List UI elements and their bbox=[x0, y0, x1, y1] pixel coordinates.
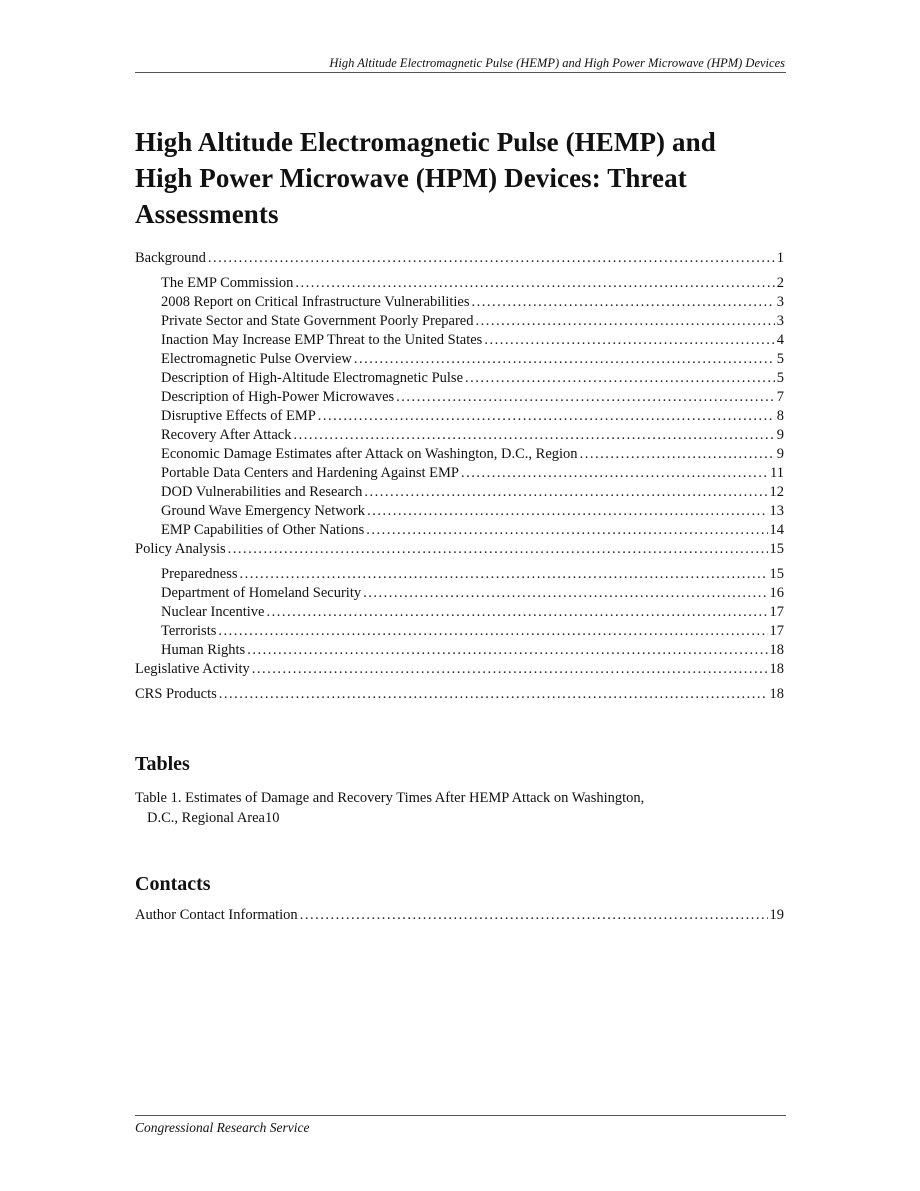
toc-entry-page-number: 11 bbox=[770, 465, 784, 481]
document-title bbox=[135, 124, 795, 232]
contacts-entry[interactable] bbox=[135, 906, 784, 931]
dot-leader bbox=[266, 603, 767, 622]
toc-entry-title: Nuclear Incentive bbox=[161, 604, 265, 620]
toc-section-entry[interactable] bbox=[135, 685, 784, 710]
dot-leader bbox=[364, 483, 767, 502]
toc-section-entry[interactable] bbox=[135, 660, 784, 685]
toc-section-entry[interactable] bbox=[135, 540, 784, 565]
dot-leader bbox=[475, 312, 774, 331]
running-header: High Altitude Electromagnetic Pulse (HEMP) and High Power Microwave (HPM) Devices bbox=[329, 56, 785, 70]
toc-entry-title: Human Rights bbox=[161, 642, 246, 658]
toc-entry-title: EMP Capabilities of Other Nations bbox=[161, 522, 365, 538]
dot-leader bbox=[318, 407, 775, 426]
dot-leader bbox=[208, 249, 775, 268]
toc-entry-title: Terrorists bbox=[161, 623, 217, 639]
toc-subsection-entry[interactable] bbox=[135, 445, 784, 464]
toc-entry-page-number: 17 bbox=[769, 604, 784, 620]
title-line-3: Assessments bbox=[135, 199, 279, 229]
table-entry-title-continued: D.C., Regional Area bbox=[147, 810, 265, 826]
toc-subsection-entry[interactable] bbox=[135, 388, 784, 407]
toc-subsection-entry[interactable] bbox=[135, 369, 784, 388]
header-rule bbox=[135, 72, 786, 73]
table-entry-line-1: Table 1. Estimates of Damage and Recovery Times After HEMP Attack on Washington, bbox=[135, 790, 645, 806]
toc-subsection-entry[interactable] bbox=[135, 502, 784, 521]
contacts-list bbox=[135, 906, 784, 931]
toc-section-entry[interactable] bbox=[135, 249, 784, 274]
dot-leader bbox=[367, 502, 767, 521]
dot-leader bbox=[484, 331, 774, 350]
toc-entry-title: Background bbox=[135, 250, 206, 266]
contacts-entry-title: Author Contact Information bbox=[135, 907, 298, 923]
toc-entry-title: The EMP Commission bbox=[161, 275, 294, 291]
toc-subsection-entry[interactable] bbox=[135, 641, 784, 660]
dot-leader bbox=[580, 445, 775, 464]
toc-entry-title: Portable Data Centers and Hardening Against EMP bbox=[161, 465, 459, 481]
toc-subsection-entry[interactable] bbox=[135, 426, 784, 445]
toc-entry-page-number: 3 bbox=[776, 313, 784, 329]
toc-entry-page-number: 3 bbox=[776, 294, 784, 310]
dot-leader bbox=[461, 464, 768, 483]
toc-subsection-entry[interactable] bbox=[135, 293, 784, 312]
toc-entry-page-number: 15 bbox=[769, 566, 784, 582]
toc-subsection-entry[interactable] bbox=[135, 603, 784, 622]
dot-leader bbox=[228, 540, 768, 559]
toc-entry-title: 2008 Report on Critical Infrastructure Vulnerabilities bbox=[161, 294, 470, 310]
dot-leader bbox=[300, 906, 768, 925]
title-line-1: High Altitude Electromagnetic Pulse (HEMP) and bbox=[135, 127, 716, 157]
toc-entry-title: Disruptive Effects of EMP bbox=[161, 408, 316, 424]
toc-entry-page-number: 8 bbox=[776, 408, 784, 424]
toc-entry-page-number: 9 bbox=[776, 427, 784, 443]
dot-leader bbox=[218, 622, 767, 641]
page-footer: Congressional Research Service bbox=[135, 1120, 310, 1135]
dot-leader bbox=[252, 660, 768, 679]
toc-entry-title: Economic Damage Estimates after Attack on Washington, D.C., Region bbox=[161, 446, 578, 462]
dot-leader bbox=[366, 521, 767, 540]
toc-entry-title: Ground Wave Emergency Network bbox=[161, 503, 366, 519]
toc-subsection-entry[interactable] bbox=[135, 331, 784, 350]
toc-subsection-entry[interactable] bbox=[135, 274, 784, 293]
toc-entry-page-number: 16 bbox=[769, 585, 784, 601]
toc-entry-page-number: 1 bbox=[776, 250, 784, 266]
footer-rule bbox=[135, 1115, 786, 1116]
toc-entry-title: Policy Analysis bbox=[135, 541, 226, 557]
toc-entry-page-number: 5 bbox=[776, 351, 784, 367]
toc-entry-page-number: 7 bbox=[776, 389, 784, 405]
toc-entry-title: CRS Products bbox=[135, 686, 217, 702]
dot-leader bbox=[240, 565, 768, 584]
toc-subsection-entry[interactable] bbox=[135, 584, 784, 603]
toc-entry-title: Description of High-Altitude Electromagnetic Pulse bbox=[161, 370, 464, 386]
toc-subsection-entry[interactable] bbox=[135, 407, 784, 426]
dot-leader bbox=[247, 641, 767, 660]
toc-entry-page-number: 17 bbox=[769, 623, 784, 639]
toc-entry-title: DOD Vulnerabilities and Research bbox=[161, 484, 363, 500]
toc-entry-title: Department of Homeland Security bbox=[161, 585, 362, 601]
toc-entry-page-number: 12 bbox=[769, 484, 784, 500]
dot-leader bbox=[293, 426, 774, 445]
dot-leader bbox=[363, 584, 767, 603]
toc-entry-title: Inaction May Increase EMP Threat to the United States bbox=[161, 332, 483, 348]
toc-subsection-entry[interactable] bbox=[135, 312, 784, 331]
toc-entry-title: Description of High-Power Microwaves bbox=[161, 389, 395, 405]
tables-list-entry[interactable] bbox=[135, 788, 784, 828]
contacts-entry-page-number: 19 bbox=[769, 907, 784, 923]
toc-entry-page-number: 18 bbox=[769, 661, 784, 677]
dot-leader bbox=[354, 350, 775, 369]
dot-leader bbox=[396, 388, 775, 407]
toc-subsection-entry[interactable] bbox=[135, 521, 784, 540]
dot-leader bbox=[295, 274, 774, 293]
toc-entry-title: Recovery After Attack bbox=[161, 427, 292, 443]
toc-entry-page-number: 14 bbox=[769, 522, 784, 538]
toc-entry-title: Preparedness bbox=[161, 566, 238, 582]
toc-entry-title: Legislative Activity bbox=[135, 661, 250, 677]
dot-leader bbox=[219, 685, 768, 704]
title-line-2: High Power Microwave (HPM) Devices: Threat bbox=[135, 163, 687, 193]
toc-entry-title: Private Sector and State Government Poorly Prepared bbox=[161, 313, 474, 329]
toc-subsection-entry[interactable] bbox=[135, 483, 784, 502]
toc-entry-page-number: 13 bbox=[769, 503, 784, 519]
toc-subsection-entry[interactable] bbox=[135, 464, 784, 483]
tables-heading: Tables bbox=[135, 753, 190, 775]
toc-entry-page-number: 18 bbox=[769, 642, 784, 658]
toc-entry-page-number: 9 bbox=[776, 446, 784, 462]
toc-entry-page-number: 2 bbox=[776, 275, 784, 291]
toc-entry-page-number: 15 bbox=[769, 541, 784, 557]
toc-entry-title: Electromagnetic Pulse Overview bbox=[161, 351, 352, 367]
table-of-contents bbox=[135, 249, 784, 710]
toc-subsection-entry[interactable] bbox=[135, 622, 784, 641]
table-entry-line-2 bbox=[135, 808, 784, 828]
table-entry-page-number: 10 bbox=[265, 810, 280, 826]
contacts-heading: Contacts bbox=[135, 873, 211, 895]
toc-entry-page-number: 18 bbox=[769, 686, 784, 702]
toc-entry-page-number: 5 bbox=[776, 370, 784, 386]
toc-entry-page-number: 4 bbox=[776, 332, 784, 348]
toc-subsection-entry[interactable] bbox=[135, 565, 784, 584]
toc-subsection-entry[interactable] bbox=[135, 350, 784, 369]
dot-leader bbox=[465, 369, 775, 388]
dot-leader bbox=[472, 293, 775, 312]
